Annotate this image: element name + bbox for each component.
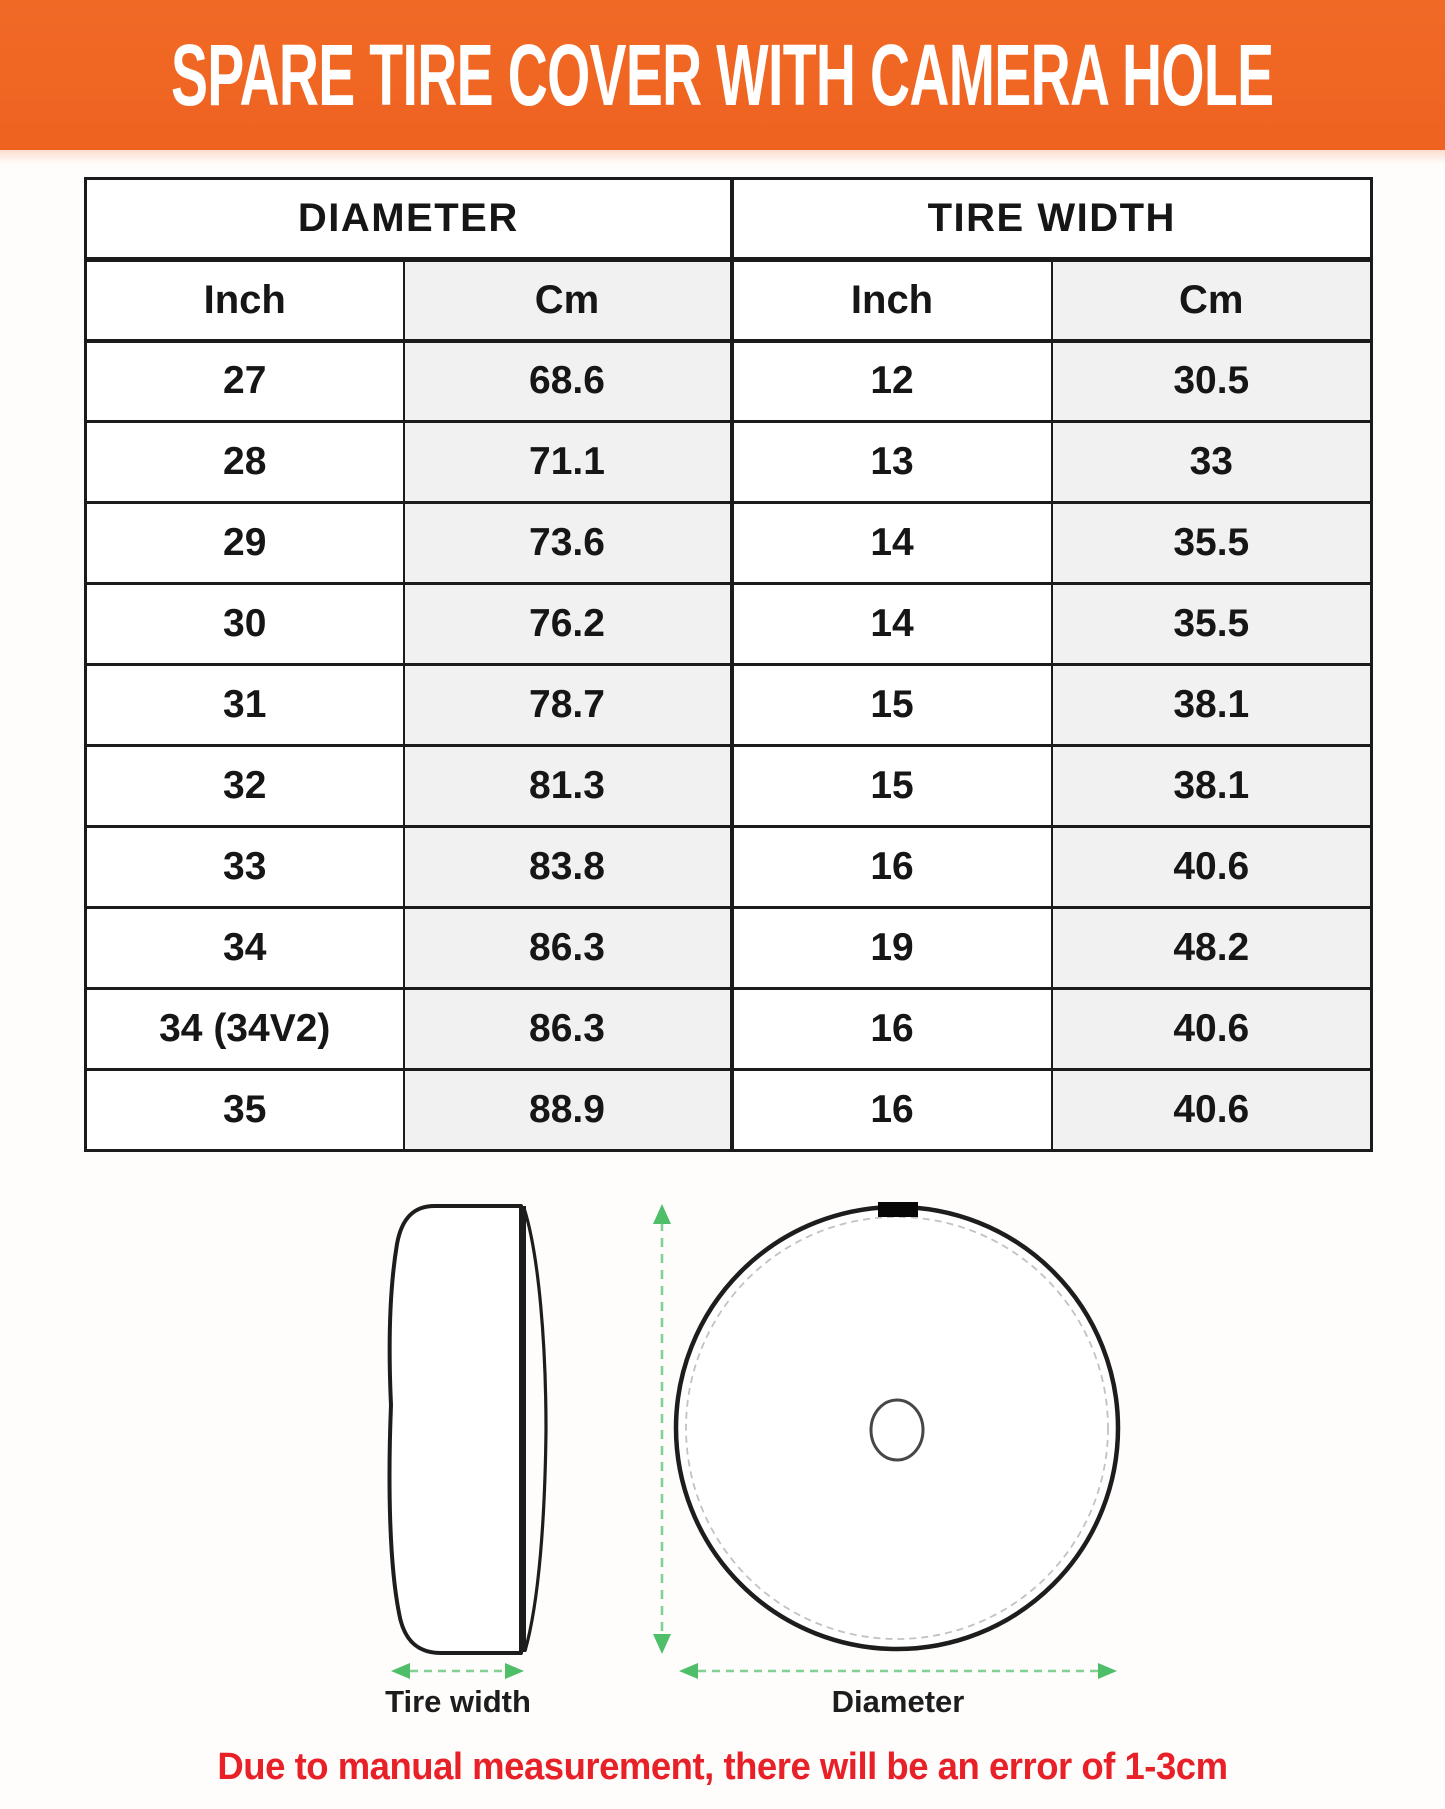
cell-width-cm: 38.1 (1052, 665, 1372, 746)
column-group-diameter: DIAMETER (86, 179, 732, 260)
cell-width-cm: 40.6 (1052, 827, 1372, 908)
diameter-arrow (679, 1663, 1117, 1679)
cell-width-cm: 30.5 (1052, 341, 1372, 422)
cell-diameter-cm: 81.3 (404, 746, 732, 827)
cell-diameter-inch: 29 (86, 503, 404, 584)
table-row (86, 341, 1372, 422)
diagram-canvas (0, 1150, 1445, 1809)
table-row (86, 1070, 1372, 1151)
cell-width-cm: 40.6 (1052, 989, 1372, 1070)
table-row (86, 989, 1372, 1070)
table-row (86, 665, 1372, 746)
column-group-tire-width: TIRE WIDTH (732, 179, 1372, 260)
group-header-row (86, 179, 1372, 260)
cell-width-cm: 40.6 (1052, 1070, 1372, 1151)
cell-width-inch: 15 (732, 746, 1052, 827)
cell-width-inch: 14 (732, 584, 1052, 665)
table-row (86, 908, 1372, 989)
cell-diameter-cm: 71.1 (404, 422, 732, 503)
banner-shadow (0, 150, 1445, 164)
cell-diameter-inch: 35 (86, 1070, 404, 1151)
cell-diameter-cm: 86.3 (404, 989, 732, 1070)
cell-diameter-inch: 27 (86, 341, 404, 422)
camera-hole-marker (878, 1202, 918, 1217)
cell-diameter-inch: 34 (86, 908, 404, 989)
cell-width-inch: 19 (732, 908, 1052, 989)
diameter-label: Diameter (831, 1684, 965, 1719)
sub-header-row (86, 260, 1372, 341)
cell-diameter-cm: 68.6 (404, 341, 732, 422)
size-chart (84, 177, 1370, 1149)
header-diameter-cm: Cm (404, 260, 732, 341)
cell-diameter-inch: 32 (86, 746, 404, 827)
cell-width-inch: 14 (732, 503, 1052, 584)
cell-width-inch: 16 (732, 827, 1052, 908)
center-hole (871, 1400, 923, 1460)
header-width-cm: Cm (1052, 260, 1372, 341)
size-table (84, 177, 1373, 1152)
cell-diameter-cm: 78.7 (404, 665, 732, 746)
cell-width-cm: 35.5 (1052, 503, 1372, 584)
cell-width-cm: 35.5 (1052, 584, 1372, 665)
cell-diameter-inch: 31 (86, 665, 404, 746)
table-row (86, 503, 1372, 584)
page-title: SPARE TIRE COVER WITH CAMERA HOLE (171, 25, 1274, 124)
table-row (86, 584, 1372, 665)
cell-diameter-cm: 86.3 (404, 908, 732, 989)
header-banner (0, 0, 1445, 150)
cell-width-cm: 33 (1052, 422, 1372, 503)
tire-width-label: Tire width (385, 1684, 531, 1719)
cell-width-cm: 38.1 (1052, 746, 1372, 827)
tire-side-view (390, 1206, 546, 1653)
cell-diameter-inch: 30 (86, 584, 404, 665)
table-row (86, 827, 1372, 908)
cell-width-inch: 12 (732, 341, 1052, 422)
cell-width-inch: 15 (732, 665, 1052, 746)
measurement-diagram (0, 1150, 1445, 1809)
header-diameter-inch: Inch (86, 260, 404, 341)
cell-diameter-cm: 73.6 (404, 503, 732, 584)
cell-diameter-cm: 83.8 (404, 827, 732, 908)
cell-width-inch: 13 (732, 422, 1052, 503)
cell-width-cm: 48.2 (1052, 908, 1372, 989)
cell-width-inch: 16 (732, 989, 1052, 1070)
cell-diameter-inch: 34 (34V2) (86, 989, 404, 1070)
vertical-measure-arrow (653, 1204, 671, 1654)
cell-diameter-cm: 88.9 (404, 1070, 732, 1151)
header-width-inch: Inch (732, 260, 1052, 341)
measurement-note: Due to manual measurement, there will be an error of 1-3cm (217, 1746, 1228, 1788)
cell-diameter-inch: 33 (86, 827, 404, 908)
cell-diameter-cm: 76.2 (404, 584, 732, 665)
tire-front-view (676, 1202, 1118, 1649)
cell-width-inch: 16 (732, 1070, 1052, 1151)
cell-diameter-inch: 28 (86, 422, 404, 503)
table-row (86, 746, 1372, 827)
tire-width-arrow (391, 1663, 524, 1679)
table-row (86, 422, 1372, 503)
